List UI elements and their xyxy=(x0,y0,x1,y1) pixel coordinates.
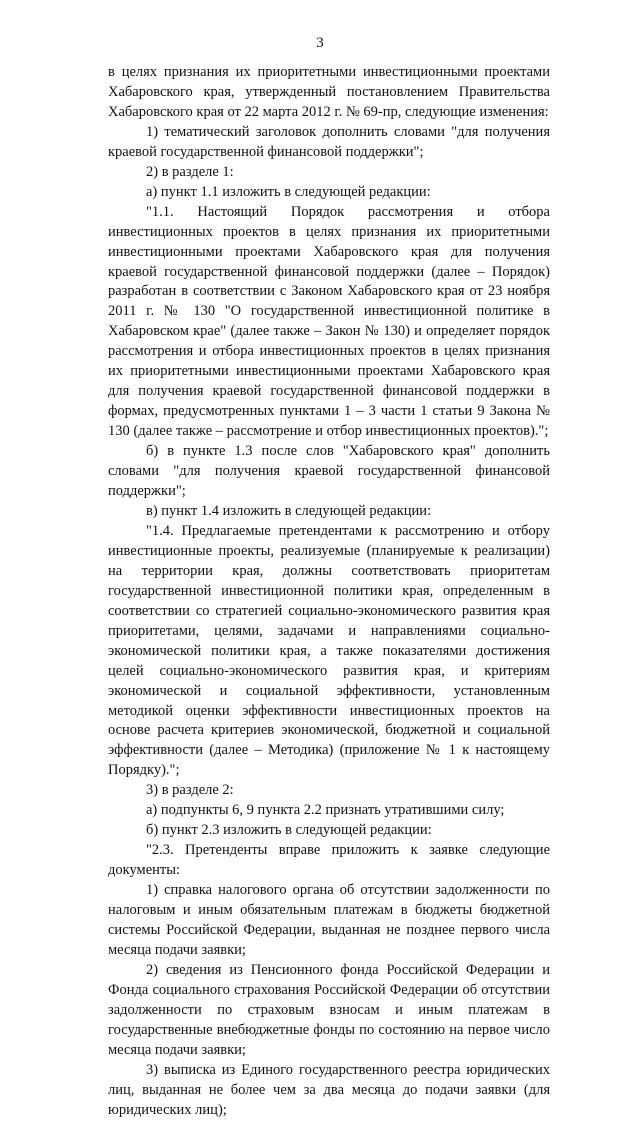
paragraph-document-1-tax-certificate: 1) справка налогового органа об отсутствии задолженности по налоговым и иным обязательным платежам в бюджеты бюджетной системы Российской Федерации, выданная не позднее первого числа месяца подачи заявки; xyxy=(108,882,550,958)
paragraph-point-1-1-text: "1.1. Настоящий Порядок рассмотрения и отбора инвестиционных проектов в целях признания их приоритетными инвестиционными проектами Хабаровского края для получения краевой государственной финансовой поддержки (далее – Порядок) разработан в соответствии с Законом Хабаровского края от 23 ноября 2011 г. № 130 "О государственной инвестиционной политике в Хабаровском крае" (далее также – Закон № 130) и определяет порядок рассмотрения и отбора инвестиционных проектов в целях признания их приоритетными инвестиционными проектами Хабаровского края для получения краевой государственной финансовой поддержки в формах, предусмотренных пунктами 1 – 3 части 1 статьи 9 Закона № 130 (далее также – рассмотрение и отбор инвестиционных проектов)."; xyxy=(108,203,550,440)
paragraph-subitem-a-point-1-1: а) пункт 1.1 изложить в следующей редакции: xyxy=(146,183,431,200)
paragraph-document-3-registry-extract: 3) выписка из Единого государственного реестра юридических лиц, выданная не более чем за два месяца до подачи заявки (для юридических лиц); xyxy=(108,1061,550,1118)
paragraph-subitem-v-point-1-4: в) пункт 1.4 изложить в следующей редакции: xyxy=(146,502,432,519)
document-body xyxy=(108,63,550,1121)
paragraph-intro-continuation: в целях признания их приоритетными инвестиционными проектами Хабаровского края, утвержденный постановлением Правительства Хабаровского края от 22 марта 2012 г. № 69-пр, следующие изменения: xyxy=(108,64,550,120)
paragraph-point-1-4-text: "1.4. Предлагаемые претендентами к рассмотрению и отбору инвестиционные проекты, реализуемые (планируемые к реализации) на территории края, должны соответствовать приоритетам государственной инвестиционной политики края, определенным в соответствии со стратегией социально-экономического развития края приоритетами, целями, задачами и направлениями социально-экономической политики края, а также показателями достижения целей социально-экономического развития края, и критериям экономической и социальной эффективности, установленным методикой оценки эффективности инвестиционных проектов на основе расчета критериев экономической, бюджетной и социальной эффективности (далее – Методика) (приложение № 1 к настоящему Порядку)."; xyxy=(108,522,550,779)
paragraph-point-2-3-text: "2.3. Претенденты вправе приложить к заявке следующие документы: xyxy=(108,842,550,879)
paragraph-item-2-section-1: 2) в разделе 1: xyxy=(146,163,234,180)
paragraph-item-3-section-2: 3) в разделе 2: xyxy=(146,782,234,799)
paragraph-subitem-b-point-1-3: б) в пункте 1.3 после слов "Хабаровского края" дополнить словами "для получения краевой государственной финансовой поддержки"; xyxy=(108,443,550,500)
page-number: 3 xyxy=(316,35,324,51)
paragraph-subitem-b-point-2-3: б) пункт 2.3 изложить в следующей редакции: xyxy=(146,822,432,839)
paragraph-subitem-a-point-2-2: а) подпункты 6, 9 пункта 2.2 признать утратившими силу; xyxy=(146,802,505,819)
paragraph-item-1-heading: 1) тематический заголовок дополнить словами "для получения краевой государственной финансовой поддержки"; xyxy=(108,123,550,160)
paragraph-document-2-pension-fund: 2) сведения из Пенсионного фонда Российской Федерации и Фонда социального страхования Российской Федерации об отсутствии задолженности по страховым взносам и иным платежам в государственные внебюджетные фонды по состоянию на первое число месяца подачи заявки; xyxy=(108,961,550,1058)
